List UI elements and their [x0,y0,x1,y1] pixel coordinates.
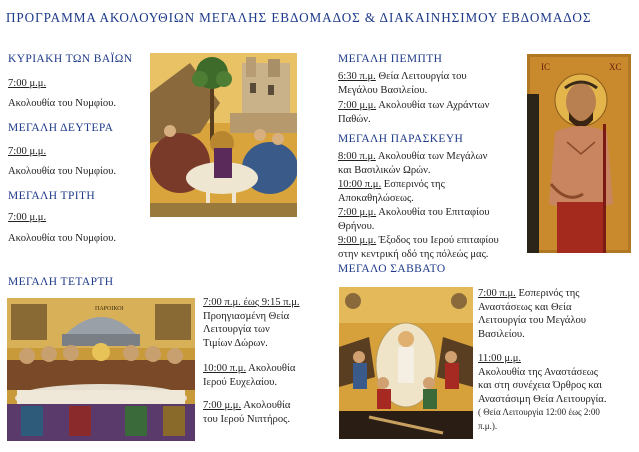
saturday-entry-2 [478,352,638,434]
entry-time: 9:00 μ.μ. [338,235,377,246]
entry-line: Αναστάσιμη Θεία Λειτουργία. [478,393,607,405]
entry-time: 8:00 π.μ. [338,151,376,162]
entry-time: 7:00 π.μ. [478,288,516,299]
friday-entry-1 [338,150,528,177]
entry-time: 7:00 μ.μ. [338,100,377,111]
time-tuesday: 7:00 μ.μ. [8,212,47,223]
entry-line: Ιερού Ευχελαίου. [203,376,278,388]
resurrection-icon [339,287,473,439]
entry-line: Τιμίων Δώρων. [203,337,268,349]
heading-thursday: ΜΕΓΑΛΗ ΠΕΜΠΤΗ [338,53,443,65]
entry-line: και στη συνέχεια Όρθρος και [478,380,602,392]
entry-line: Βασιλείου. [478,328,525,340]
entry-line: Αποκαθηλώσεως. [338,192,414,204]
entry-line: ( Θεία Λειτουργία 12:00 έως 2:00 [478,407,600,418]
time-palm-sunday: 7:00 μ.μ. [8,78,47,89]
entry-line: Ακολουθία του Επιταφίου [376,207,490,218]
entry-time: 7:00 π.μ. έως 9:15 π.μ. [203,297,300,308]
thursday-entry-1 [338,70,528,97]
entry-line: Ακολουθία των Μεγάλων [375,151,488,162]
wednesday-entry-2 [203,362,335,389]
service-palm-sunday: Ακολουθία του Νυμφίου. [8,98,117,109]
entry-time: 7:00 μ.μ. [203,400,242,411]
entry-line: Αναστάσεως και Θεία [478,301,572,313]
heading-monday: ΜΕΓΑΛΗ ΔΕΥΤΕΡΑ [8,122,114,134]
service-monday: Ακολουθία του Νυμφίου. [8,166,117,177]
entry-time: 7:00 μ.μ. [338,207,377,218]
entry-line: του Ιερού Νιπτήρος. [203,413,290,425]
bridegroom-left-letters: IC [541,62,550,72]
entry-line: Προηγιασμένη Θεία [203,310,290,322]
page-title: ΠΡΟΓΡΑΜΜΑ ΑΚΟΛΟΥΘΙΩΝ ΜΕΓΑΛΗΣ ΕΒΔΟΜΑΔΟΣ & ΔΙΑΚΑΙΝΗΣΙΜΟΥ ΕΒΔΟΜΑΔΟΣ [6,10,592,25]
saturday-entry-1 [478,287,636,341]
entry-line: Έξοδος του Ιερού επιταφίου [376,235,499,246]
entry-line: Παθών. [338,113,371,125]
time-monday: 7:00 μ.μ. [8,146,47,157]
entry-line: Εσπερινός της [381,179,445,190]
palm-sunday-icon [150,53,297,217]
entry-line: στην κεντρική οδό της πόλεώς μας. [338,248,489,260]
heading-tuesday: ΜΕΓΑΛΗ ΤΡΙΤΗ [8,190,96,202]
entry-line: Ακολουθία της Αναστάσεως [478,366,598,378]
entry-time: 11:00 μ.μ. [478,353,522,364]
heading-palm-sunday: ΚΥΡΙΑΚΗ ΤΩΝ ΒΑΪΩΝ [8,53,133,65]
friday-entry-4 [338,234,538,261]
bridegroom-icon [527,54,631,253]
friday-entry-2 [338,178,528,205]
entry-line: και Βασιλικών Ωρών. [338,164,431,176]
entry-time: 10:00 π.μ. [203,363,247,374]
last-supper-caption: ΠΑΡΟΙΚΟΙ [95,306,124,312]
wednesday-entry-3 [203,399,335,426]
heading-saturday: ΜΕΓΑΛΟ ΣΑΒΒΑΤΟ [338,263,446,275]
entry-line: Ακολουθία των Αχράντων [376,100,490,111]
bridegroom-right-letters: XC [609,62,622,72]
entry-line: Μεγάλου Βασιλείου. [338,84,428,96]
service-tuesday: Ακολουθία του Νυμφίου. [8,233,117,244]
last-supper-icon [7,298,195,441]
heading-friday: ΜΕΓΑΛΗ ΠΑΡΑΣΚΕΥΗ [338,133,464,145]
entry-time: 6:30 π.μ. [338,71,376,82]
entry-line: Εσπερινός της [515,288,580,299]
entry-line: Ακολουθία [246,363,296,374]
entry-line: π.μ.). [478,420,498,431]
heading-wednesday: ΜΕΓΑΛΗ ΤΕΤΑΡΤΗ [8,276,114,288]
entry-line: Θεία Λειτουργία του [375,71,467,82]
entry-line: Θρήνου. [338,220,375,232]
friday-entry-3 [338,206,528,233]
wednesday-entry-1 [203,296,335,350]
entry-line: Ακολουθία [241,400,291,411]
thursday-entry-2 [338,99,528,126]
entry-time: 10:00 π.μ. [338,179,382,190]
entry-line: Λειτουργία του Μεγάλου [478,315,587,327]
entry-line: Λειτουργία των [203,324,270,336]
